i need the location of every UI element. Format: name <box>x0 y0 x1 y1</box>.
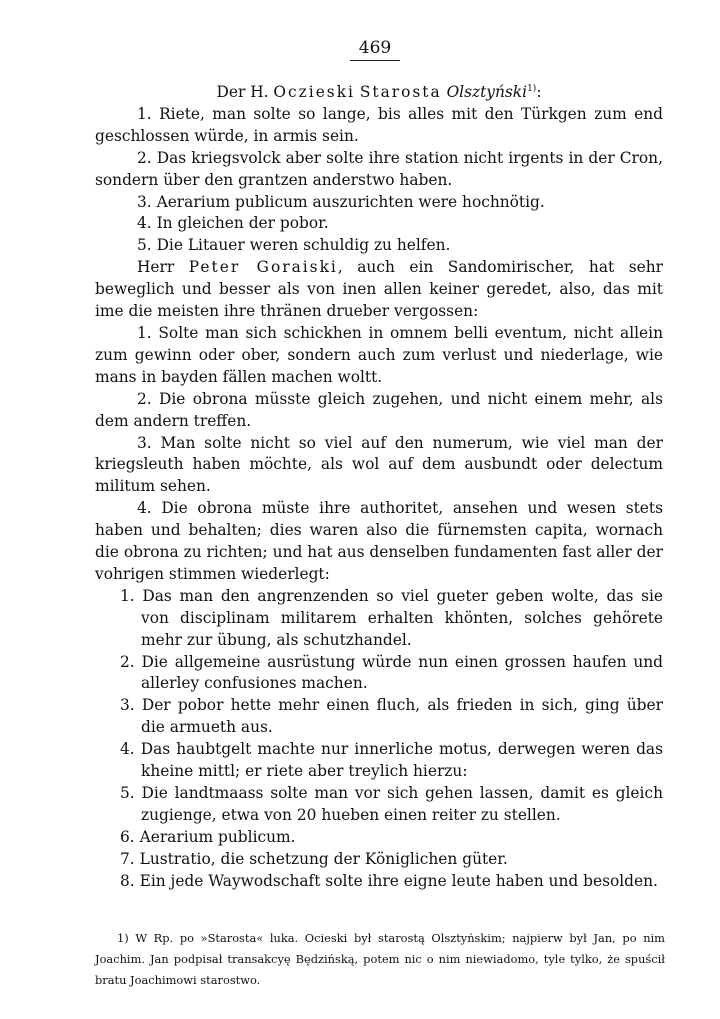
refuted-num: 6. <box>120 827 135 846</box>
refuted-point <box>95 695 663 739</box>
refuted-num: 7. <box>120 849 135 868</box>
refuted-text: Die landtmaass solte man vor sich gehen lassen, damit es gleich zugienge, etwa von 20 hueben einen reiter zu stellen. <box>141 784 663 824</box>
oczieski-point: 3. Aerarium publicum auszurichten were hochnötig. <box>137 192 545 211</box>
main-text <box>95 82 663 893</box>
refuted-text: Das haubtgelt machte nur innerliche motus, derwegen weren das kheine mittl; er riete aber treylich hierzu: <box>140 740 663 781</box>
refuted-text: Aerarium publicum. <box>139 827 296 846</box>
oczieski-point: 5. Die Litauer weren schuldig zu helfen. <box>137 236 451 255</box>
goraiski-name: Peter Goraiski <box>188 258 338 277</box>
footnote-text: 1) W Rp. po »Starosta« luka. Ocieski był starostą Olsztyńskim; najpierw był Jan, po nim Joachim. Jan podpisał transakcyę Będzińską, potem nic o nim niewiadomo, tyle tylko, że spuścił bratu Joachimowi starostwo. <box>95 931 665 987</box>
goraiski-point: 1. Solte man sich schickhen in omnem belli eventum, nicht allein zum gewinn oder ober, sondern auch zum verlust und niederlage, wie mans in bayden fällen machen woltt. <box>95 323 663 386</box>
intro-prefix: Herr <box>137 258 175 277</box>
speaker-name: Oczieski <box>273 83 355 101</box>
refuted-point <box>95 739 663 783</box>
oczieski-point: 2. Das kriegsvolck aber solte ihre station nicht irgents in der Cron, sondern über den grantzen anderstwo haben. <box>95 148 663 189</box>
heading-colon: : <box>536 83 542 101</box>
heading-prefix: Der H. <box>216 83 269 101</box>
refuted-num: 1. <box>120 586 135 605</box>
footnote <box>95 928 665 991</box>
goraiski-intro <box>95 257 663 323</box>
page-number: 469 <box>350 38 400 61</box>
refuted-num: 3. <box>120 696 135 715</box>
refuted-text: Das man den angrenzenden so viel gueter geben wolte, das sie von disciplinam militarem erhalten khönten, solches gehörete mehr zur übung, als schutzhandel. <box>141 586 663 649</box>
refuted-point <box>95 849 663 871</box>
speaker-title: Starosta <box>359 83 442 101</box>
refuted-text: Der pobor hette mehr einen fluch, als frieden in sich, ging über die armueth aus. <box>141 696 663 737</box>
refuted-point <box>95 586 663 652</box>
refuted-point <box>95 783 663 827</box>
refuted-text: Ein jede Waywodschaft solte ihre eigne leute haben und besolden. <box>139 871 658 890</box>
refuted-text: Lustratio, die schetzung der Königlichen güter. <box>139 849 508 868</box>
oczieski-point: 4. In gleichen der pobor. <box>137 214 329 233</box>
oczieski-point: 1. Riete, man solte so lange, bis alles mit den Türkgen zum end geschlossen würde, in armis sein. <box>95 104 663 145</box>
goraiski-point: 2. Die obrona müsste gleich zugehen, und nicht einem mehr, als dem andern treffen. <box>95 389 663 430</box>
goraiski-point: 3. Man solte nicht so viel auf den numerum, wie viel man der kriegsleuth haben möchte, als wol auf dem ausbundt oder delectum militum sehen. <box>95 433 663 496</box>
footnote-ref: 1) <box>527 83 537 94</box>
refuted-point <box>95 871 663 893</box>
goraiski-point: 4. Die obrona müste ihre authoritet, ansehen und wesen stets haben und behalten; dies waren also die fürnemsten capita, wornach die obrona zu richten; und hat aus denselben fundamenten fast aller der vohrigen stimmen wiederlegt: <box>95 499 663 583</box>
refuted-num: 8. <box>120 871 135 890</box>
refuted-point <box>95 827 663 849</box>
speaker-heading <box>95 82 663 104</box>
refuted-num: 2. <box>120 652 135 671</box>
refuted-point <box>95 652 663 696</box>
speaker-place: Olsztyński <box>446 83 528 101</box>
refuted-num: 4. <box>120 740 135 759</box>
refuted-num: 5. <box>120 784 135 802</box>
refuted-text: Die allgemeine ausrüstung würde nun einen grossen haufen und allerley confusiones machen. <box>141 652 663 693</box>
intro-text: , auch ein Sandomirischer, hat sehr beweglich und besser als von inen allen keiner geredet, also, das mit ime die meisten ihre thränen drueber vergossen: <box>95 258 663 321</box>
